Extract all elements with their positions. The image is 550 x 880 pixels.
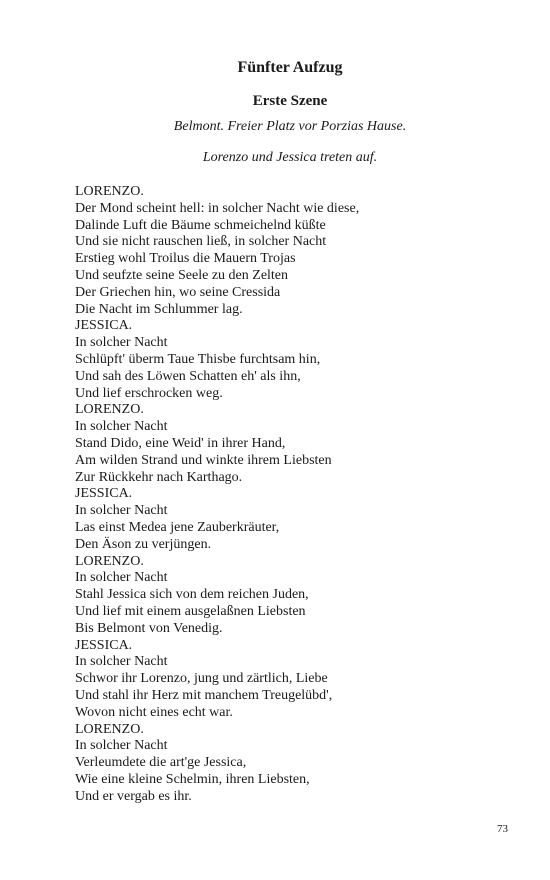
scene-setting: Belmont. Freier Platz vor Porzias Hause. — [173, 119, 407, 134]
verse-line: Schwor ihr Lorenzo, jung und zärtlich, Liebe — [75, 671, 328, 687]
verse-line: Las einst Medea jene Zauberkräuter, — [75, 519, 280, 535]
verse-line: Verleumdete die art'ge Jessica, — [75, 755, 247, 771]
verse-line: Bis Belmont von Venedig. — [75, 620, 223, 636]
verse-line: In solcher Nacht — [75, 335, 168, 351]
speaker-name: JESSICA. — [75, 318, 133, 334]
verse-line: Und lief erschrocken weg. — [75, 385, 223, 401]
verse-line: Erstieg wohl Troilus die Mauern Trojas — [75, 251, 296, 267]
scene-title: Erste Szene — [252, 93, 328, 109]
verse-line: Wovon nicht eines echt war. — [75, 704, 233, 720]
speaker-name: JESSICA. — [75, 637, 133, 653]
verse-line: Und er vergab es ihr. — [75, 788, 192, 804]
verse-line: Zur Rückkehr nach Karthago. — [75, 469, 243, 485]
verse-line: Stand Dido, eine Weid' in ihrer Hand, — [75, 435, 286, 451]
stage-direction: Lorenzo und Jessica treten auf. — [202, 150, 378, 165]
act-title: Fünfter Aufzug — [237, 59, 343, 76]
verse-line: Dalinde Luft die Bäume schmeichelnd küßte — [75, 217, 326, 233]
speaker-name: JESSICA. — [75, 486, 133, 502]
verse-line: Stahl Jessica sich von dem reichen Juden, — [75, 587, 309, 603]
verse-line: Den Äson zu verjüngen. — [75, 536, 212, 552]
speaker-name: LORENZO. — [75, 402, 144, 418]
speaker-name: LORENZO. — [75, 553, 144, 569]
verse-line: Der Mond scheint hell: in solcher Nacht wie diese, — [75, 200, 360, 216]
verse-line: In solcher Nacht — [75, 503, 168, 519]
verse-line: In solcher Nacht — [75, 419, 168, 435]
verse-line: Der Griechen hin, wo seine Cressida — [75, 284, 281, 300]
verse-line: Schlüpft' überm Taue Thisbe furchtsam hin, — [75, 351, 321, 367]
verse-line: In solcher Nacht — [75, 654, 168, 670]
verse-line: Die Nacht im Schlummer lag. — [75, 301, 243, 317]
verse-line: Und seufzte seine Seele zu den Zelten — [75, 267, 289, 283]
page-number: 73 — [497, 823, 508, 835]
verse-line: Und sah des Löwen Schatten eh' als ihn, — [75, 368, 301, 384]
verse-line: In solcher Nacht — [75, 570, 168, 586]
speaker-name: LORENZO. — [75, 184, 144, 199]
verse-line: Wie eine kleine Schelmin, ihren Liebsten, — [75, 771, 310, 787]
dialogue-text — [75, 184, 359, 805]
verse-line: Und sie nicht rauschen ließ, in solcher Nacht — [75, 234, 327, 250]
verse-line: In solcher Nacht — [75, 738, 168, 754]
verse-line: Und lief mit einem ausgelaßnen Liebsten — [75, 603, 306, 619]
verse-line: Und stahl ihr Herz mit manchem Treugelübd', — [75, 687, 333, 703]
speaker-name: LORENZO. — [75, 721, 144, 737]
verse-line: Am wilden Strand und winkte ihrem Liebsten — [75, 452, 332, 468]
